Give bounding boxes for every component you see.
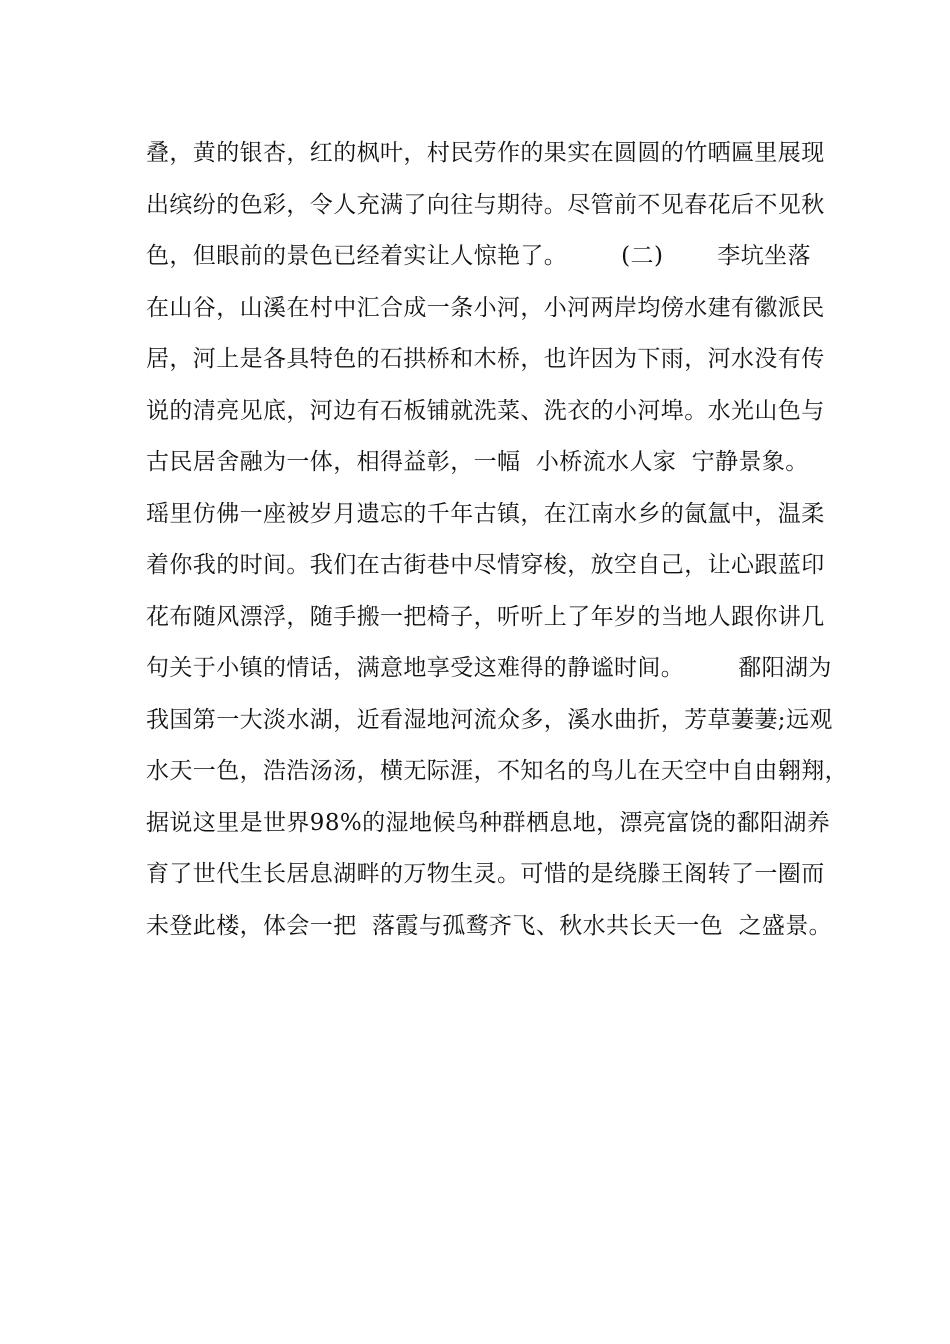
- text-line: 出缤纷的色彩，令人充满了向往与期待。尽管前不见春花后不见秋: [146, 191, 825, 218]
- text-line: 水天一色，浩浩汤汤，横无际涯，不知名的鸟儿在天空中自由翱翔，: [146, 758, 848, 784]
- text-line: 据说这里是世界98%的湿地候鸟种群栖息地，漂亮富饶的鄱阳湖养: [146, 809, 831, 836]
- text-line: 瑶里仿佛一座被岁月遗忘的千年古镇，在江南水乡的氤氲中，温柔: [146, 500, 825, 527]
- text-line: 花布随风漂浮，随手搬一把椅子，听听上了年岁的当地人跟你讲几: [146, 603, 825, 630]
- body-text: [146, 131, 848, 955]
- text-line: 古民居舍融为一体，相得益彰，一幅 小桥流水人家 宁静景象。: [146, 449, 809, 475]
- text-line: 句关于小镇的情话，满意地享受这难得的静谧时间。 鄱阳湖为: [146, 655, 832, 681]
- text-line: 育了世代生长居息湖畔的万物生灵。可惜的是绕滕王阁转了一圈而: [146, 861, 825, 887]
- text-line: 着你我的时间。我们在古街巷中尽情穿梭，放空自己，让心跟蓝印: [146, 552, 825, 578]
- text-line: 叠，黄的银杏，红的枫叶，村民劳作的果实在圆圆的竹晒匾里展现: [146, 140, 825, 166]
- text-line: 在山谷，山溪在村中汇合成一条小河，小河两岸均傍水建有徽派民: [146, 294, 825, 321]
- text-line: 我国第一大淡水湖，近看湿地河流众多，溪水曲折，芳草萋萋;远观: [146, 706, 833, 733]
- text-line: 居，河上是各具特色的石拱桥和木桥，也许因为下雨，河水没有传: [146, 346, 825, 372]
- text-line: 未登此楼，体会一把 落霞与孤鹜齐飞、秋水共长天一色 之盛景。: [146, 912, 833, 939]
- text-line: 说的清亮见底，河边有石板铺就洗菜、洗衣的小河埠。水光山色与: [146, 397, 825, 424]
- text-line: 色，但眼前的景色已经着实让人惊艳了。 (二) 李坑坐落: [146, 243, 811, 269]
